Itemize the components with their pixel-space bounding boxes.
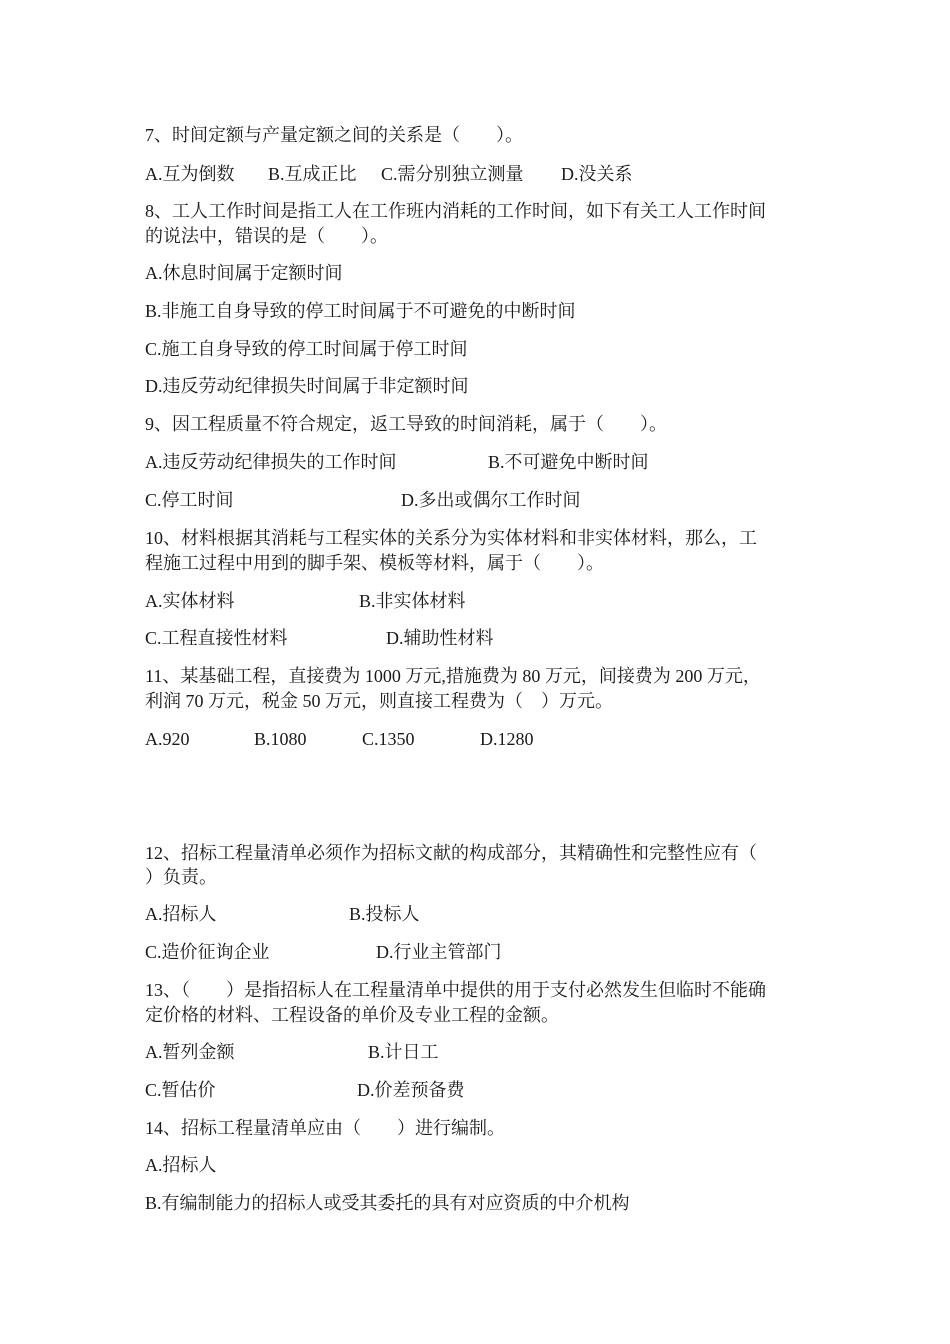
q7-option-b: B.互成正比 (268, 164, 357, 184)
question-13-stem-line1: 13、（ ）是指招标人在工程量清单中提供的用于支付必然发生但临时不能确 (145, 980, 766, 1000)
q11-option-d: D.1280 (480, 729, 534, 749)
q11-option-b: B.1080 (254, 729, 307, 749)
question-9-stem: 9、因工程质量不符合规定，返工导致的时间消耗，属于（ ）。 (145, 414, 667, 434)
q7-option-a: A.互为倒数 (145, 164, 235, 184)
q10-option-c: C.工程直接性材料 (145, 628, 288, 648)
q13-option-d: D.价差预备费 (357, 1080, 465, 1100)
q9-option-b: B.不可避免中断时间 (488, 452, 649, 472)
q7-option-c: C.需分别独立测量 (381, 164, 524, 184)
q9-option-a: A.违反劳动纪律损失的工作时间 (145, 452, 397, 472)
question-12-stem-line1: 12、招标工程量清单必须作为招标文献的构成部分，其精确性和完整性应有（ (145, 843, 757, 863)
q10-option-b: B.非实体材料 (359, 591, 466, 611)
q10-option-d: D.辅助性材料 (386, 628, 494, 648)
q10-option-a: A.实体材料 (145, 591, 235, 611)
q12-option-c: C.造价征询企业 (145, 942, 270, 962)
q12-option-d: D.行业主管部门 (376, 942, 502, 962)
q11-option-c: C.1350 (362, 729, 415, 749)
question-8-stem-line2: 的说法中，错误的是（ ）。 (145, 226, 388, 246)
q8-option-b: B.非施工自身导致的停工时间属于不可避免的中断时间 (145, 301, 576, 321)
q14-option-b: B.有编制能力的招标人或受其委托的具有对应资质的中介机构 (145, 1193, 630, 1213)
question-11-stem-line1: 11、某基础工程，直接费为 1000 万元,措施费为 80 万元，间接费为 200 万元， (145, 666, 761, 686)
question-10-stem-line1: 10、材料根据其消耗与工程实体的关系分为实体材料和非实体材料，那么，工 (145, 528, 757, 548)
question-11-stem-line2: 利润 70 万元，税金 50 万元，则直接工程费为（ ）万元。 (145, 691, 613, 711)
q8-option-a: A.休息时间属于定额时间 (145, 263, 343, 283)
question-12-stem-line2: ）负责。 (145, 867, 217, 887)
q13-option-b: B.计日工 (368, 1042, 439, 1062)
question-10-stem-line2: 程施工过程中用到的脚手架、模板等材料，属于（ ）。 (145, 553, 604, 573)
q14-option-a: A.招标人 (145, 1155, 217, 1175)
q7-option-d: D.没关系 (561, 164, 633, 184)
q12-option-a: A.招标人 (145, 904, 217, 924)
question-13-stem-line2: 定价格的材料、工程设备的单价及专业工程的金额。 (145, 1005, 559, 1025)
question-7-stem: 7、时间定额与产量定额之间的关系是（ ）。 (145, 125, 523, 145)
q9-option-c: C.停工时间 (145, 490, 234, 510)
q12-option-b: B.投标人 (349, 904, 420, 924)
q13-option-c: C.暂估价 (145, 1080, 216, 1100)
q8-option-d: D.违反劳动纪律损失时间属于非定额时间 (145, 376, 469, 396)
q9-option-d: D.多出或偶尔工作时间 (401, 490, 581, 510)
question-8-stem-line1: 8、工人工作时间是指工人在工作班内消耗的工作时间，如下有关工人工作时间 (145, 201, 766, 221)
q11-option-a: A.920 (145, 729, 190, 749)
question-14-stem: 14、招标工程量清单应由（ ）进行编制。 (145, 1118, 505, 1138)
q8-option-c: C.施工自身导致的停工时间属于停工时间 (145, 339, 468, 359)
q13-option-a: A.暂列金额 (145, 1042, 235, 1062)
